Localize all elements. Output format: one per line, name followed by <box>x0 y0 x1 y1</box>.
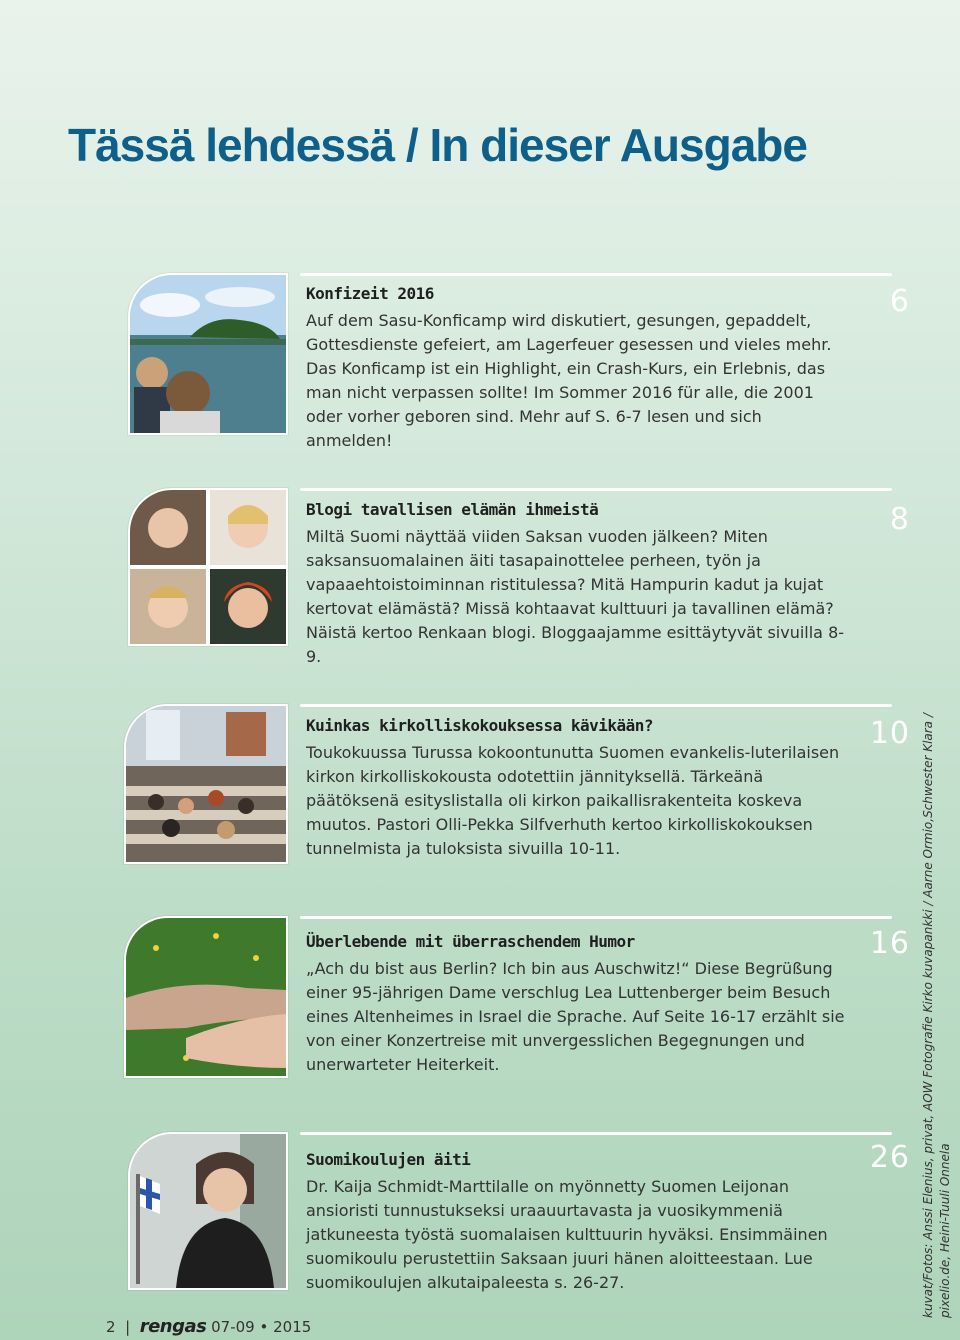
article-photo-portrait <box>128 1132 288 1290</box>
footer-separator: | <box>125 1318 131 1336</box>
section-rule <box>300 704 892 707</box>
article-text-kirkolliskokous <box>306 715 846 861</box>
section-rule <box>300 273 892 276</box>
article-heading: Blogi tavallisen elämän ihmeistä <box>306 500 599 519</box>
section-rule <box>300 916 892 919</box>
section-rule <box>300 1132 892 1135</box>
article-body: „Ach du bist aus Berlin? Ich bin aus Auschwitz!“ Diese Begrüßung einer 95-jährigen Dame verschlug Lea Luttenberger beim Besuch eines Altenheimes in Israel die Sprache. Auf Seite 16-17 erzählt sie von einer Konzertreise mit unvergesslichen Begegnungen und unerwarteter Heiterkeit. <box>306 959 845 1074</box>
article-body: Dr. Kaija Schmidt-Marttilalle on myönnetty Suomen Leijonan ansioristi tunnustukseksi uraauurtavasta ja vuosikymmeniä jatkuneesta työstä suomalaisen kulttuurin hyväksi. Ensimmäinen suomikoulu perustettiin Saksaan juuri hänen aloitteestaan. Lue suomikoulujen alkutaipaleesta s. 26-27. <box>306 1177 828 1292</box>
article-heading: Kuinkas kirkolliskokouksessa kävikään? <box>306 716 654 735</box>
page-number-badge: 8 <box>889 502 910 537</box>
page-number-badge: 26 <box>869 1140 910 1175</box>
article-heading: Suomikoulujen äiti <box>306 1150 471 1169</box>
article-heading: Überlebende mit überraschendem Humor <box>306 932 635 951</box>
article-text-uberlebende <box>306 931 846 1077</box>
article-photo-hands <box>124 916 288 1078</box>
photo-credits: kuvat/Fotos: Anssi Elenius, privat, AOW Fotografie Kirko kuvapankki / Aarne Ormio,Schwester Klara / pixelio.de, Heini-Tuuli Onnela <box>921 713 952 1318</box>
article-photo-lake <box>128 273 288 435</box>
article-body: Auf dem Sasu-Konficamp wird diskutiert, gesungen, gepaddelt, Gottesdienste gefeiert, am Lagerfeuer gesessen und vieles mehr. Das Konficamp ist ein Highlight, ein Crash-Kurs, ein Erlebnis, das man nicht verpassen sollte! Im Sommer 2016 für alle, die 2001 oder vorher geboren sind. Mehr auf S. 6-7 lesen und sich anmelden! <box>306 311 832 450</box>
issue-date: 07-09 • 2015 <box>211 1318 312 1336</box>
article-text-konfizeit <box>306 283 846 453</box>
article-text-suomikoulujen <box>306 1149 846 1295</box>
article-heading: Konfizeit 2016 <box>306 284 434 303</box>
article-body: Miltä Suomi näyttää viiden Saksan vuoden jälkeen? Miten saksansuomalainen äiti tasapainottelee perheen, työn ja vapaaehtoistoiminnan ristitulessa? Mitä Hampurin kadut ja kujat kertovat elämästä? Missä kohtaavat kulttuuri ja tavallinen elämä? Näistä kertoo Renkaan blogi. Bloggaajamme esittäytyvät sivuilla 8-9. <box>306 527 845 666</box>
footer-page-number: 2 <box>106 1318 116 1336</box>
page-number-badge: 16 <box>869 926 910 961</box>
page-number-badge: 10 <box>869 716 910 751</box>
article-body: Toukokuussa Turussa kokoontunutta Suomen evankelis-luterilaisen kirkon kirkolliskokousta odotettiin jännityksellä. Tärkeänä päätöksenä esityslistalla oli kirkon paikallisrakenteita koskeva muutos. Pastori Olli-Pekka Silfverhuth kertoo kirkolliskokouksen tunnelmista ja tuloksista sivuilla 10-11. <box>306 743 840 858</box>
article-photo-bloggers <box>128 488 288 646</box>
section-rule <box>300 488 892 491</box>
page-title: Tässä lehdessä / In dieser Ausgabe <box>68 119 807 171</box>
page-footer <box>106 1316 311 1337</box>
magazine-logo: rengas <box>139 1316 207 1337</box>
article-text-blogi <box>306 499 846 669</box>
page-number-badge: 6 <box>889 284 910 319</box>
article-photo-assembly <box>124 704 288 864</box>
